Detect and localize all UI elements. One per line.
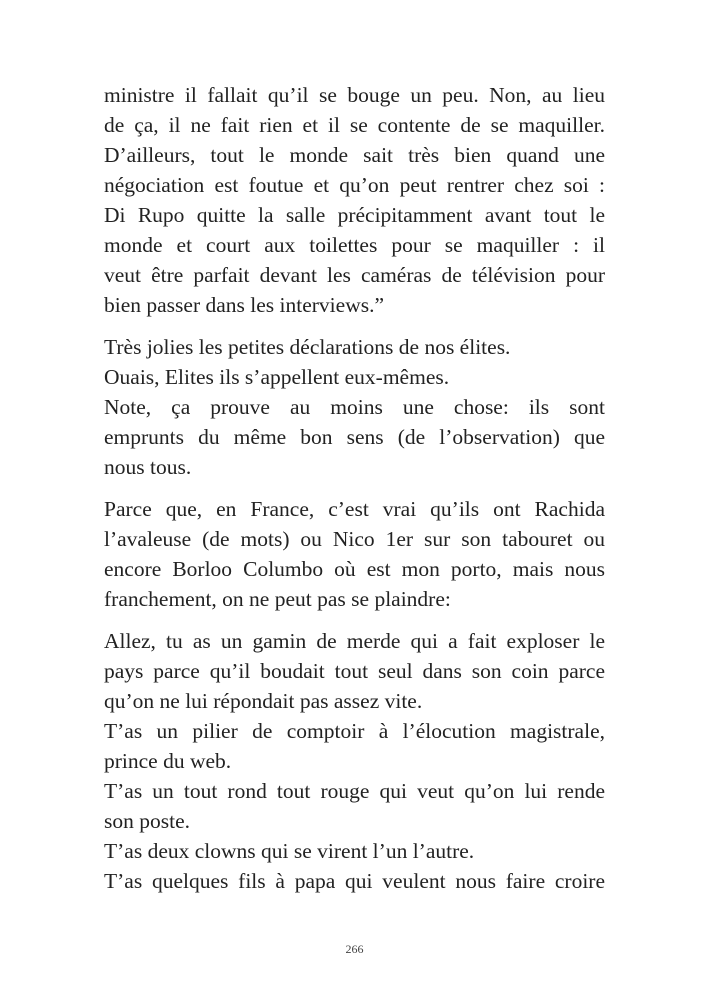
text-line: T’as quelques fils à papa qui veulent nous faire croire — [104, 869, 605, 893]
text-line: qu’on ne lui répondait pas assez vite. — [104, 689, 423, 713]
text-line: emprunts du même bon sens (de l’observation) que — [104, 425, 605, 449]
text-line: Parce que, en France, c’est vrai qu’ils ont Rachida — [104, 497, 605, 521]
text-line: son poste. — [104, 809, 190, 833]
paragraph — [104, 80, 605, 320]
text-line: T’as deux clowns qui se virent l’un l’autre. — [104, 839, 475, 863]
text-line: bien passer dans les interviews.” — [104, 293, 385, 317]
page-number: 266 — [345, 942, 364, 956]
text-line: Ouais, Elites ils s’appellent eux-mêmes. — [104, 365, 450, 389]
text-line: T’as un pilier de comptoir à l’élocution magistrale, — [104, 719, 605, 743]
text-line: pays parce qu’il boudait tout seul dans son coin parce — [104, 659, 605, 683]
text-line: prince du web. — [104, 749, 232, 773]
text-line: Très jolies les petites déclarations de nos élites. — [104, 335, 511, 359]
paragraph — [104, 332, 605, 482]
body-text — [104, 80, 605, 896]
text-line: Allez, tu as un gamin de merde qui a fait exploser le — [104, 629, 605, 653]
text-line: franchement, on ne peut pas se plaindre: — [104, 587, 451, 611]
text-line: Note, ça prouve au moins une chose: ils sont — [104, 395, 605, 419]
text-line: négociation est foutue et qu’on peut rentrer chez soi : — [104, 173, 605, 197]
paragraph — [104, 494, 605, 614]
text-line: encore Borloo Columbo où est mon porto, mais nous — [104, 557, 605, 581]
text-line: veut être parfait devant les caméras de télévision pour — [104, 263, 605, 287]
text-line: l’avaleuse (de mots) ou Nico 1er sur son tabouret ou — [104, 527, 605, 551]
paragraph — [104, 626, 605, 896]
text-line: monde et court aux toilettes pour se maquiller : il — [104, 233, 605, 257]
text-line: Di Rupo quitte la salle précipitamment avant tout le — [104, 203, 605, 227]
text-line: ministre il fallait qu’il se bouge un peu. Non, au lieu — [104, 83, 605, 107]
text-line: T’as un tout rond tout rouge qui veut qu’on lui rende — [104, 779, 605, 803]
text-line: D’ailleurs, tout le monde sait très bien quand une — [104, 143, 605, 167]
text-line: de ça, il ne fait rien et il se contente de se maquiller. — [104, 113, 605, 137]
text-line: nous tous. — [104, 455, 192, 479]
